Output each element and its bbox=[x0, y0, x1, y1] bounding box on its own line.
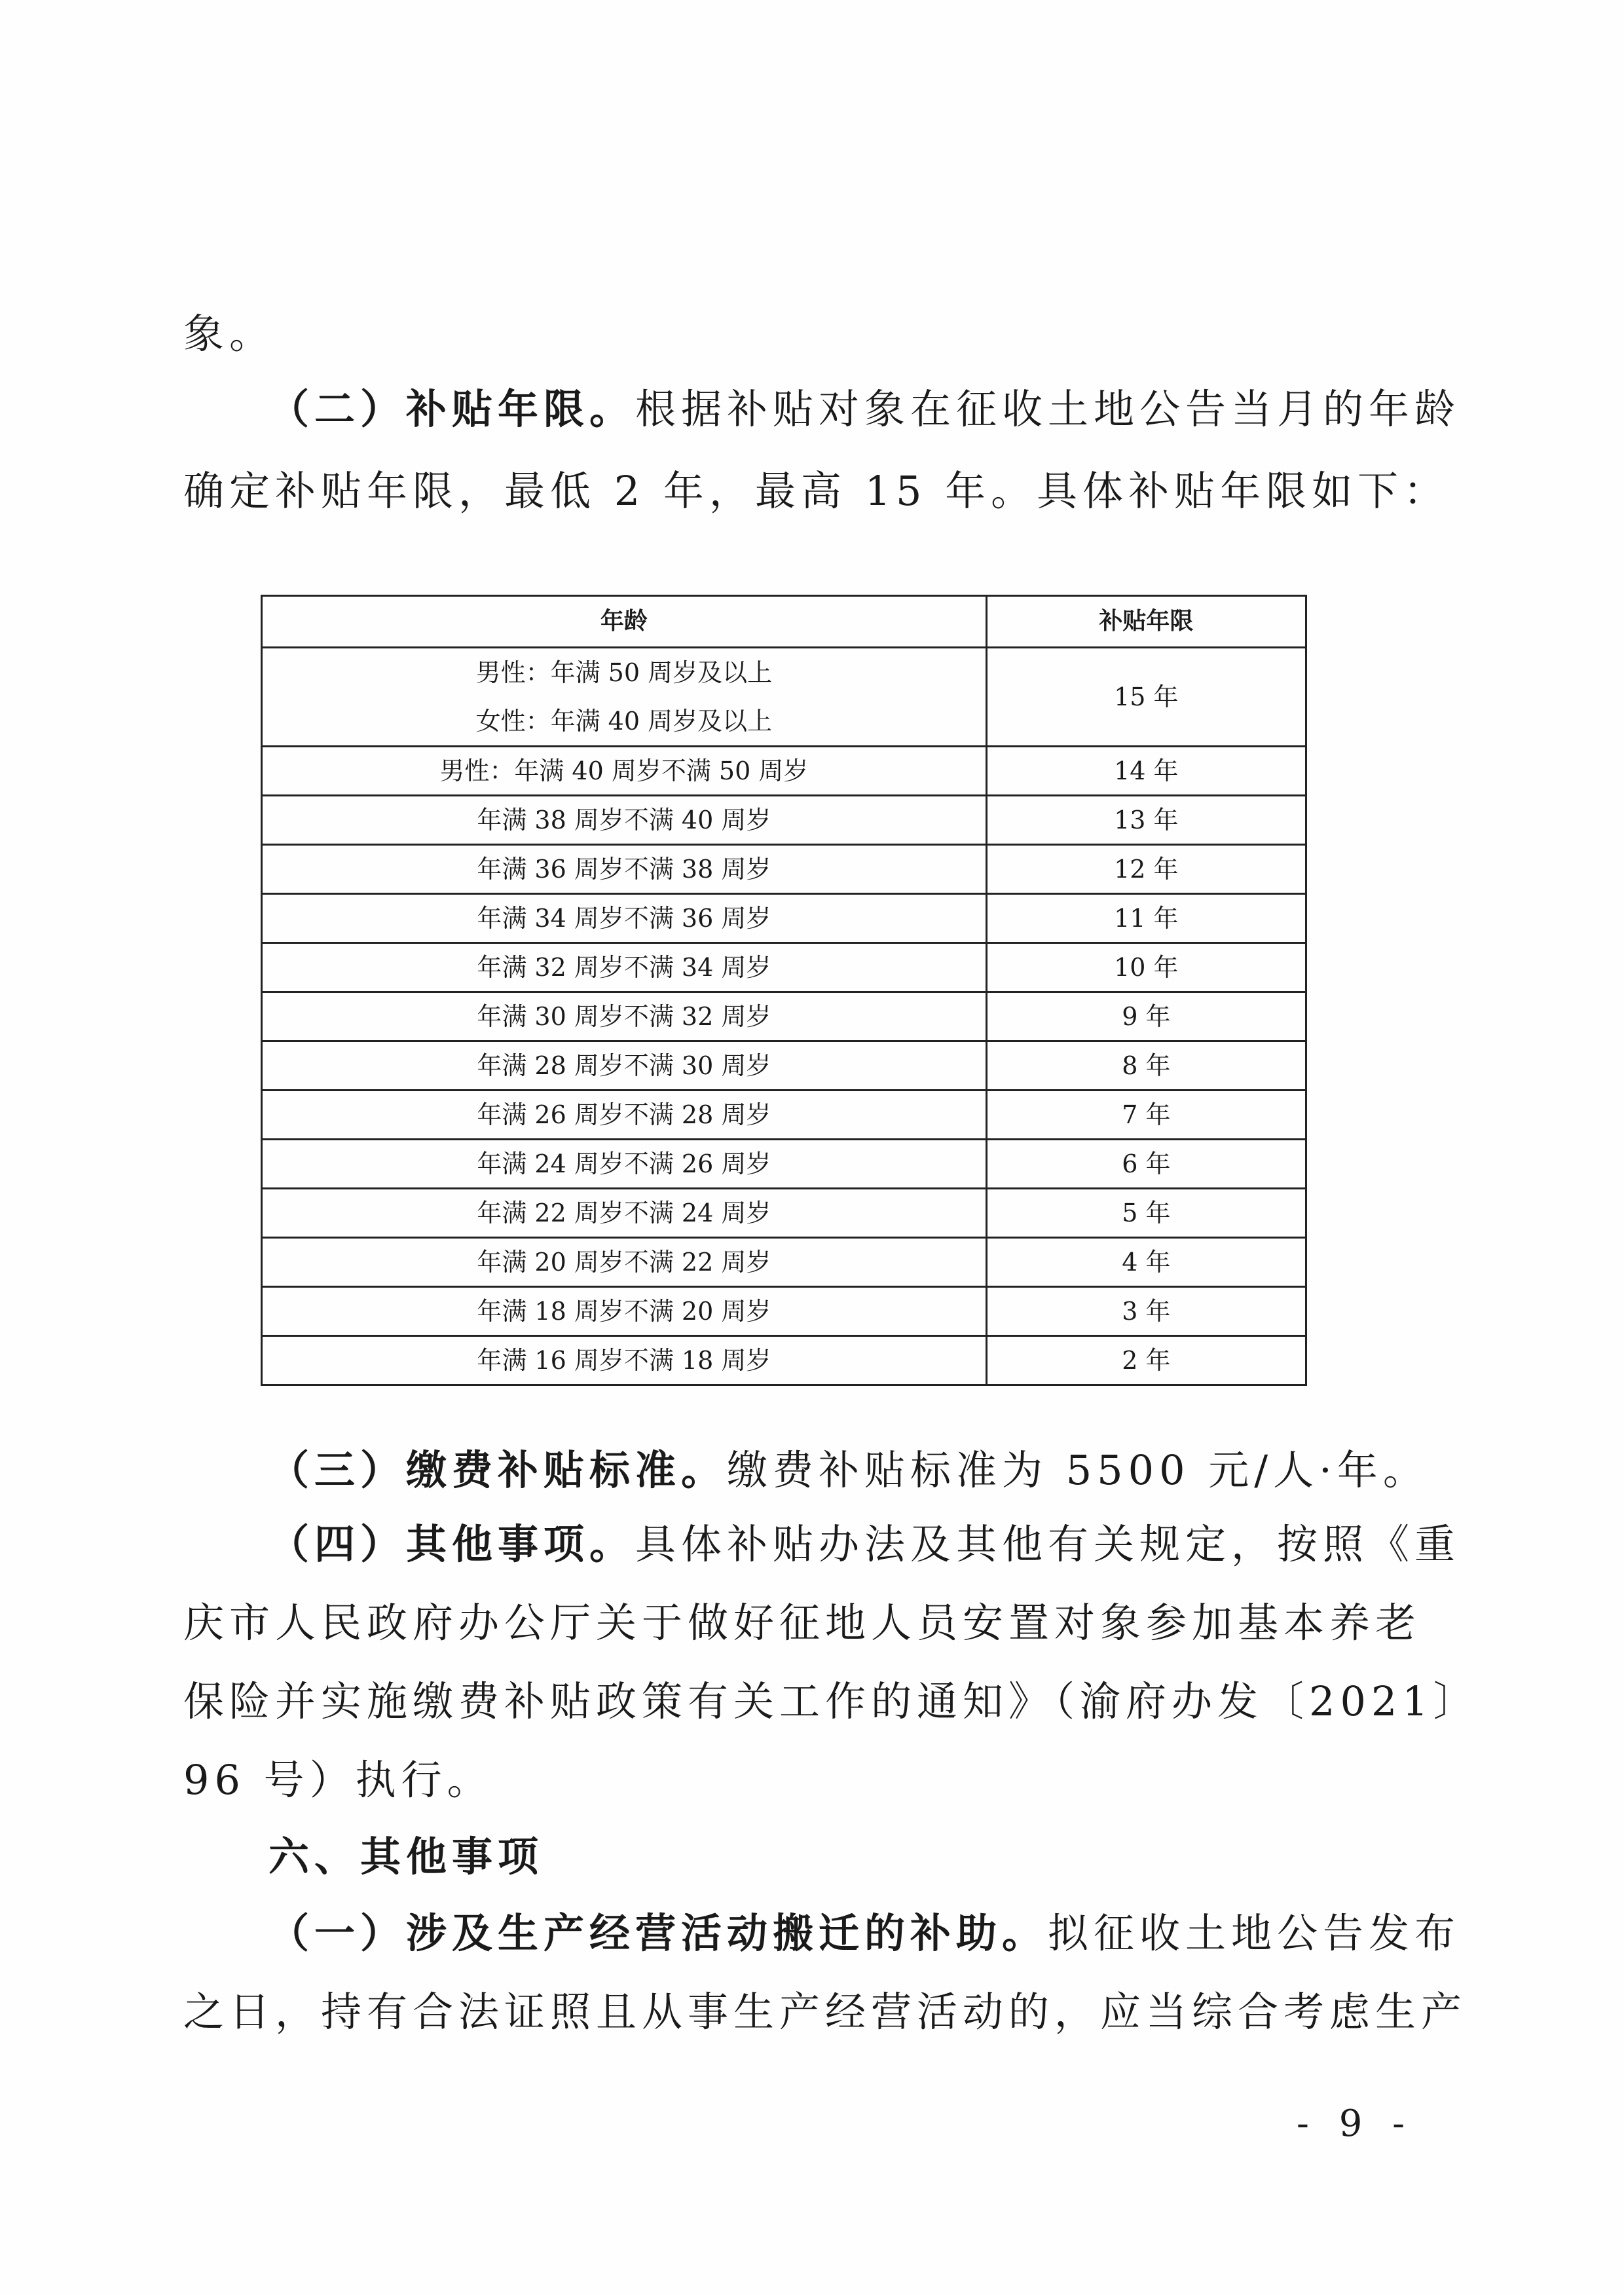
subsidy-years-text-a: 根据补贴对象在征收土地公告当月的年龄 bbox=[635, 385, 1461, 433]
relocation-heading: （一）涉及生产经营活动搬迁的补助。 bbox=[268, 1909, 1048, 1957]
table-row bbox=[262, 1336, 1306, 1385]
other-text-a: 具体补贴办法及其他有关规定，按照《重 bbox=[635, 1520, 1461, 1568]
paragraph-other-cont-3 bbox=[183, 1754, 1382, 1806]
table-row bbox=[262, 1041, 1306, 1091]
relocation-text-a: 拟征收土地公告发布 bbox=[1048, 1909, 1461, 1957]
standard-heading: （三）缴费补贴标准。 bbox=[268, 1446, 728, 1494]
table-row bbox=[262, 1287, 1306, 1336]
table-row bbox=[262, 845, 1306, 894]
age-cell: 年满 30 周岁不满 32 周岁 bbox=[262, 992, 987, 1041]
years-cell: 15 年 bbox=[986, 648, 1306, 747]
age-cell: 年满 22 周岁不满 24 周岁 bbox=[262, 1189, 987, 1238]
table-row bbox=[262, 1238, 1306, 1287]
years-cell: 9 年 bbox=[986, 992, 1306, 1041]
text: 象。 bbox=[183, 310, 276, 358]
years-cell: 8 年 bbox=[986, 1041, 1306, 1091]
table-row bbox=[262, 894, 1306, 943]
subsidy-years-heading: （二）补贴年限。 bbox=[268, 385, 636, 433]
paragraph-other bbox=[268, 1518, 1467, 1571]
age-cell: 年满 38 周岁不满 40 周岁 bbox=[262, 796, 987, 845]
age-cell: 年满 36 周岁不满 38 周岁 bbox=[262, 845, 987, 894]
years-cell: 13 年 bbox=[986, 796, 1306, 845]
age-cell: 年满 32 周岁不满 34 周岁 bbox=[262, 943, 987, 992]
years-cell: 11 年 bbox=[986, 894, 1306, 943]
other-heading: （四）其他事项。 bbox=[268, 1520, 636, 1568]
subsidy-years-table bbox=[261, 595, 1307, 1386]
section-six-heading bbox=[268, 1831, 1467, 1883]
table-row bbox=[262, 1091, 1306, 1140]
years-cell: 7 年 bbox=[986, 1091, 1306, 1140]
age-male-line: 男性：年满 50 周岁及以上 bbox=[475, 658, 773, 687]
paragraph-relocation bbox=[268, 1907, 1467, 1960]
years-cell: 2 年 bbox=[986, 1336, 1306, 1385]
table-row bbox=[262, 1140, 1306, 1189]
other-text-c: 保险并实施缴费补贴政策有关工作的通知》（渝府办发〔2021〕 bbox=[183, 1677, 1479, 1725]
age-cell: 年满 16 周岁不满 18 周岁 bbox=[262, 1336, 987, 1385]
age-cell bbox=[262, 648, 987, 747]
paragraph-subsidy-years-cont bbox=[183, 465, 1450, 517]
paragraph-other-cont-1 bbox=[183, 1597, 1422, 1649]
subsidy-years-text-b: 确定补贴年限，最低 2 年，最高 15 年。具体补贴年限如下： bbox=[183, 467, 1450, 515]
years-cell: 10 年 bbox=[986, 943, 1306, 992]
age-cell: 年满 34 周岁不满 36 周岁 bbox=[262, 894, 987, 943]
other-text-b: 庆市人民政府办公厅关于做好征地人员安置对象参加基本养老 bbox=[183, 1599, 1422, 1647]
header-age: 年龄 bbox=[262, 596, 987, 648]
table-row bbox=[262, 992, 1306, 1041]
page-number: - 9 - bbox=[1297, 2102, 1414, 2145]
years-cell: 5 年 bbox=[986, 1189, 1306, 1238]
age-cell: 男性：年满 40 周岁不满 50 周岁 bbox=[262, 747, 987, 796]
age-cell: 年满 26 周岁不满 28 周岁 bbox=[262, 1091, 987, 1140]
paragraph-continuation bbox=[183, 308, 1382, 360]
age-cell: 年满 24 周岁不满 26 周岁 bbox=[262, 1140, 987, 1189]
paragraph-standard bbox=[268, 1444, 1467, 1497]
table-row bbox=[262, 1189, 1306, 1238]
table-row bbox=[262, 796, 1306, 845]
age-cell: 年满 20 周岁不满 22 周岁 bbox=[262, 1238, 987, 1287]
table-row bbox=[262, 648, 1306, 747]
standard-text: 缴费补贴标准为 5500 元/人·年。 bbox=[727, 1446, 1429, 1494]
years-cell: 12 年 bbox=[986, 845, 1306, 894]
paragraph-other-cont-2 bbox=[183, 1675, 1479, 1728]
years-cell: 14 年 bbox=[986, 747, 1306, 796]
other-text-d: 96 号）执行。 bbox=[183, 1756, 493, 1804]
age-female-line: 女性：年满 40 周岁及以上 bbox=[475, 707, 773, 736]
age-cell: 年满 18 周岁不满 20 周岁 bbox=[262, 1287, 987, 1336]
table-header-row bbox=[262, 596, 1306, 648]
paragraph-subsidy-years bbox=[268, 383, 1467, 436]
table-row bbox=[262, 943, 1306, 992]
table-row bbox=[262, 747, 1306, 796]
years-cell: 6 年 bbox=[986, 1140, 1306, 1189]
years-cell: 3 年 bbox=[986, 1287, 1306, 1336]
age-cell: 年满 28 周岁不满 30 周岁 bbox=[262, 1041, 987, 1091]
years-cell: 4 年 bbox=[986, 1238, 1306, 1287]
header-years: 补贴年限 bbox=[986, 596, 1306, 648]
paragraph-relocation-cont bbox=[183, 1986, 1467, 2038]
relocation-text-b: 之日，持有合法证照且从事生产经营活动的，应当综合考虑生产 bbox=[183, 1988, 1467, 2036]
section-six-text: 六、其他事项 bbox=[268, 1833, 544, 1880]
